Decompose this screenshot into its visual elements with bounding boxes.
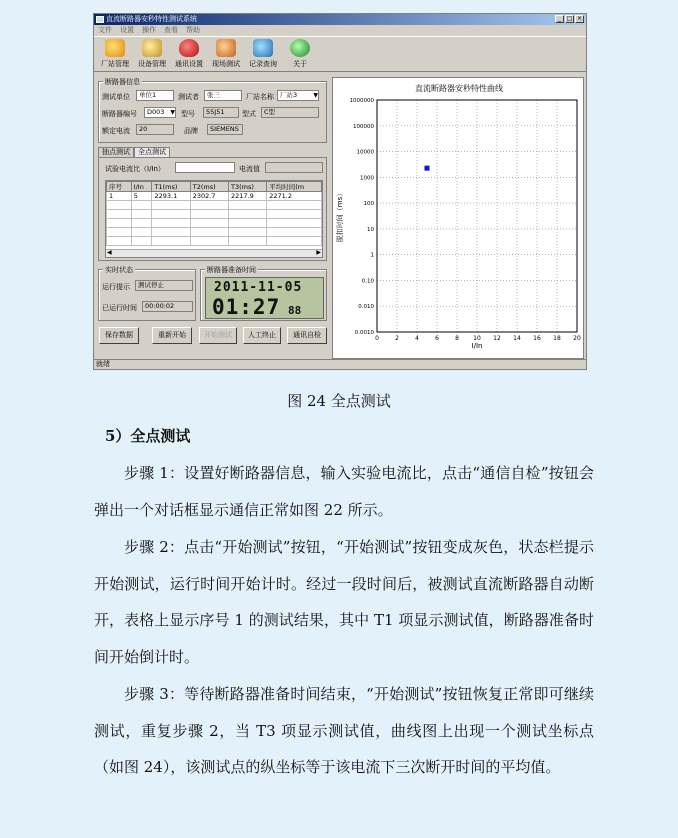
toolbar xyxy=(94,36,586,72)
station-select[interactable]: 厂站3 ▼ xyxy=(277,90,319,101)
x-tick-label: 0 xyxy=(375,335,379,342)
tool-about[interactable]: 关于 xyxy=(283,39,317,69)
menu-settings[interactable]: 设置 xyxy=(120,26,134,34)
x-tick-label: 14 xyxy=(513,335,521,342)
scroll-left-icon[interactable]: ◀ xyxy=(107,249,112,256)
menu-help[interactable]: 帮助 xyxy=(186,26,200,34)
y-tick-label: 10000 xyxy=(356,149,374,156)
rated-current-field: 20 xyxy=(136,124,174,135)
minimize-button[interactable]: _ xyxy=(555,15,564,23)
tool-record-query[interactable]: 记录查询 xyxy=(246,39,280,69)
tool-comm-settings[interactable]: 通讯设置 xyxy=(172,39,206,69)
menu-operate[interactable]: 操作 xyxy=(142,26,156,34)
y-tick-label: 1000 xyxy=(360,175,374,182)
paragraph-step-1: 步骤 1：设置好断路器信息，输入实验电流比，点击“通信自检”按钮会弹出一个对话框显示通信正常如图 22 所示。 xyxy=(94,464,594,519)
scroll-right-icon[interactable]: ▶ xyxy=(316,249,321,256)
app-icon xyxy=(96,16,104,23)
device-icon xyxy=(142,39,162,57)
comm-check-button[interactable]: 通讯自检 xyxy=(287,327,327,344)
x-tick-label: 20 xyxy=(573,335,581,342)
restart-button[interactable]: 重新开始 xyxy=(152,327,192,344)
data-point xyxy=(425,166,430,171)
menu-file[interactable]: 文件 xyxy=(98,26,112,34)
brand-field: SIEMENS xyxy=(207,124,243,135)
current-value-field xyxy=(265,162,323,173)
status-bar: 就绪 xyxy=(94,359,586,369)
lcd-date: 2011-11-05 xyxy=(214,280,303,295)
tab-full-test[interactable]: 全点测试 xyxy=(134,147,170,157)
paragraph-step-2: 步骤 2：点击“开始测试”按钮，“开始测试”按钮变成灰色，状态栏提示开始测试，运行时间开始计时。经过一段时间后，被测试直流断路器自动断开，表格上显示序号 1 的测试结果，其中 T1 项显示测试值，断路器准备时间开始倒计时。 xyxy=(94,538,594,666)
x-tick-label: 2 xyxy=(395,335,399,342)
y-tick-label: 1000000 xyxy=(349,98,374,104)
tool-station-manage[interactable]: 厂站管理 xyxy=(98,39,132,69)
x-tick-label: 16 xyxy=(533,335,541,342)
app-window xyxy=(93,13,587,370)
y-axis-label: 脱扣时间（ms） xyxy=(336,189,344,243)
x-tick-label: 10 xyxy=(473,335,481,342)
ready-time-lcd xyxy=(205,277,324,319)
table-row[interactable]: 1 5 2293.1 2302.7 2217.9 2271.2 xyxy=(107,192,322,201)
table-header-row: 序号 I/In T1(ms) T2(ms) T3(ms) 平均时间(m xyxy=(107,182,322,192)
heart-icon xyxy=(179,39,199,57)
start-test-button[interactable]: 开始测试 xyxy=(199,327,237,344)
record-icon xyxy=(253,39,273,57)
section-heading: 5）全点测试 xyxy=(105,427,191,445)
y-tick-label: 10 xyxy=(367,226,374,233)
chevron-down-icon: ▼ xyxy=(170,109,175,116)
x-tick-label: 8 xyxy=(455,335,459,342)
lcd-time: 01:27 xyxy=(212,295,281,319)
type-field: C型 xyxy=(261,107,319,118)
run-prompt-field: 测试停止 xyxy=(135,280,193,291)
test-tabs xyxy=(98,147,170,157)
tab-sample-test[interactable]: 抽点测试 xyxy=(98,147,134,157)
title-bar xyxy=(94,14,586,25)
tester-field[interactable]: 张三 xyxy=(204,90,242,101)
y-tick-label: 1 xyxy=(370,252,374,259)
lcd-seconds: 88 xyxy=(288,304,302,317)
realtime-status-group: 实时状态 运行提示 测试停止 已运行时间 00:00:02 xyxy=(98,269,196,321)
elapsed-time-field: 00:00:02 xyxy=(142,301,193,312)
ready-time-group: 断路器准备时间 2011-11-05 01:27 88 xyxy=(200,269,327,321)
y-tick-label: 100 xyxy=(363,201,374,208)
chevron-down-icon: ▼ xyxy=(313,92,318,99)
menu-view[interactable]: 查看 xyxy=(164,26,178,34)
model-field: 55J51 xyxy=(203,107,239,118)
result-table xyxy=(105,180,323,258)
chart-panel xyxy=(332,77,584,359)
figure-caption: 图 24 全点测试 xyxy=(287,392,391,410)
x-axis-label: I/In xyxy=(471,342,483,350)
test-unit-field[interactable]: 单位1 xyxy=(136,90,174,101)
x-tick-label: 6 xyxy=(435,335,439,342)
test-ratio-input[interactable] xyxy=(175,162,235,173)
breaker-no-select[interactable]: D003 ▼ xyxy=(144,107,176,118)
test-icon xyxy=(216,39,236,57)
about-icon xyxy=(290,39,310,57)
maximize-button[interactable]: □ xyxy=(566,15,573,22)
paragraph-step-3: 步骤 3：等待断路器准备时间结束，“开始测试”按钮恢复正常即可继续测试，重复步骤 2，当 T3 项显示测试值，曲线图上出现一个测试坐标点（如图 24），该测试点的纵坐标等于该电流下三次断开时间的平均值。 xyxy=(94,685,594,777)
x-tick-label: 18 xyxy=(553,335,561,342)
y-tick-label: 0.10 xyxy=(361,278,374,285)
y-tick-label: 0.0010 xyxy=(354,330,374,336)
window-title: 直流断路器安秒特性测试系统 xyxy=(106,15,197,23)
breaker-info-group: 断路器信息 测试单位 单位1 测试者 张三 厂站名称 厂站3 ▼ 断路器编号 D003 ▼ 型号 55J51 型式 C型 额定电流 20 品牌 SIEMENS xyxy=(98,81,327,143)
x-tick-label: 4 xyxy=(415,335,419,342)
trip-curve-chart xyxy=(333,78,585,360)
menu-bar xyxy=(94,25,586,36)
save-data-button[interactable]: 保存数据 xyxy=(99,327,139,344)
tool-field-test[interactable]: 现场测试 xyxy=(209,39,243,69)
close-button[interactable]: × xyxy=(576,15,583,22)
full-test-panel: 试验电流比（I/In） 电流值 序号 I/In T1(ms) T2(ms) T3(ms) 平均时间(m 1 5 2293.1 2302.7 2217.9 2271.2 ◀ ▶ xyxy=(98,157,327,261)
x-tick-label: 12 xyxy=(493,335,501,342)
manual-stop-button[interactable]: 人工终止 xyxy=(243,327,281,344)
tool-device-manage[interactable]: 设备管理 xyxy=(135,39,169,69)
y-tick-label: 100000 xyxy=(353,123,374,130)
chart-title: 直流断路器安秒特性曲线 xyxy=(415,84,503,93)
y-tick-label: 0.010 xyxy=(358,304,374,311)
horizontal-scrollbar[interactable] xyxy=(106,249,322,257)
station-icon xyxy=(105,39,125,57)
